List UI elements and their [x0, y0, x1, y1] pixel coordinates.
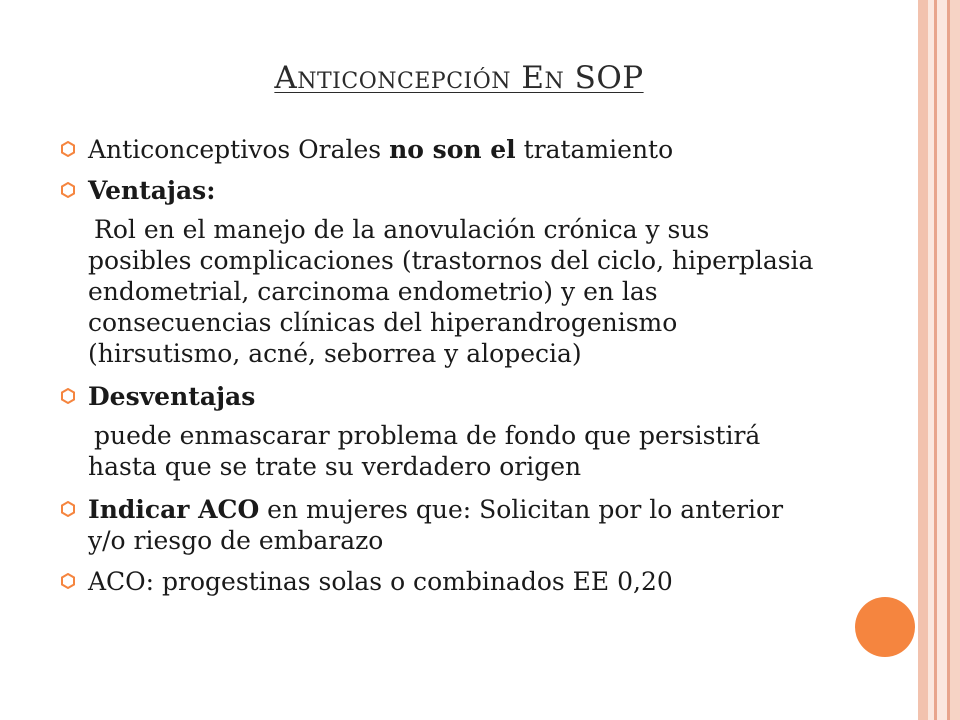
bullet-item-aco-progestinas [60, 566, 820, 597]
desventajas-paragraph [60, 420, 820, 482]
ventajas-paragraph [60, 214, 820, 369]
slide-body [60, 134, 820, 607]
decor-stripe [950, 0, 960, 720]
decor-stripe [937, 0, 947, 720]
bullet-text-bold: Desventajas [88, 382, 256, 411]
hexagon-outline-icon [60, 182, 76, 198]
bullet-item-desventajas [60, 381, 820, 412]
hexagon-outline-icon [60, 141, 76, 157]
hexagon-outline-icon [60, 501, 76, 517]
bullet-text: Anticonceptivos Orales [88, 135, 390, 164]
bullet-item-ventajas [60, 175, 820, 206]
decor-circle-icon [855, 597, 915, 657]
bullet-text: en mujeres que: Solicitan por lo anterior y/o riesgo de embarazo [88, 495, 784, 555]
bullet-text-bold: no son el [389, 135, 516, 164]
desventajas-text: puede enmascarar problema de fondo que persistirá hasta que se trate su verdadero origen [88, 421, 761, 481]
bullet-text: tratamiento [515, 135, 674, 164]
bullet-item-oral-contraceptives [60, 134, 820, 165]
decor-stripe [918, 0, 928, 720]
hexagon-outline-icon [60, 388, 76, 404]
bullet-text-bold: Ventajas: [88, 176, 216, 205]
bullet-text: ACO: progestinas solas o combinados EE 0,20 [88, 567, 673, 596]
bullet-text-bold: Indicar ACO [88, 495, 260, 524]
slide-title: Anticoncepción En SOP [274, 60, 644, 96]
ventajas-text: Rol en el manejo de la anovulación crónica y sus posibles complicaciones (trastornos del ciclo, hiperplasia endometrial, carcinoma endometrio) y en las consecuencias clínicas del hiperandrogenismo (hirsutismo, acné, seborrea y alopecia) [88, 215, 814, 368]
bullet-item-indicar-aco [60, 494, 820, 556]
hexagon-outline-icon [60, 573, 76, 589]
